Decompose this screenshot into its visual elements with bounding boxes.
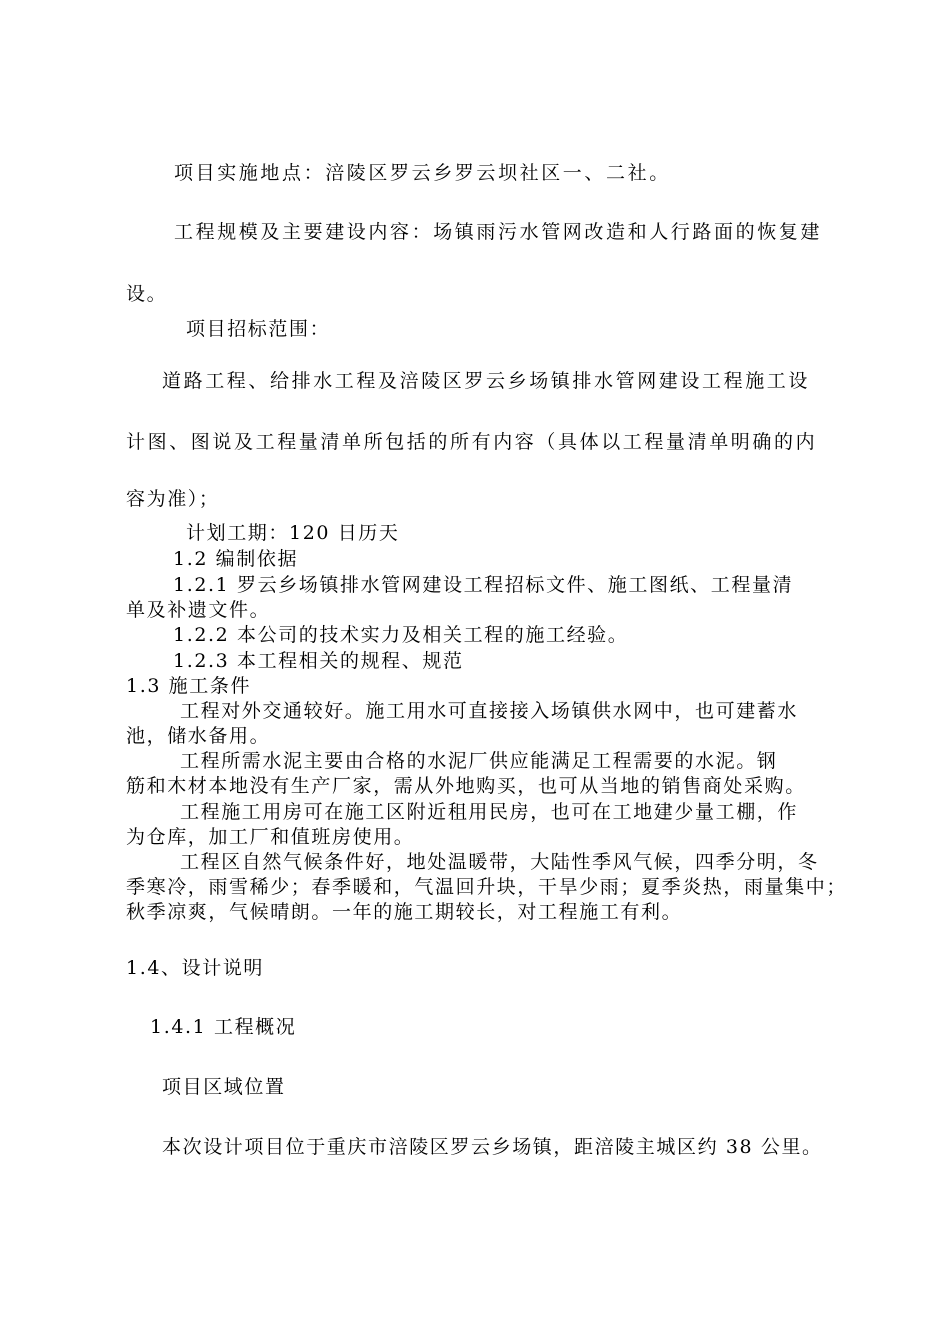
project-location-text: 本次设计项目位于重庆市涪陵区罗云乡场镇，距涪陵主城区约 38 公里。 <box>162 1136 823 1158</box>
condition-4-line-3: 秋季凉爽，气候晴朗。一年的施工期较长，对工程施工有利。 <box>126 901 683 923</box>
section-1-2-heading: 1.2 编制依据 <box>173 548 299 570</box>
condition-4-line-1: 工程区自然气候条件好，地处温暖带，大陆性季风气候，四季分明，冬 <box>180 851 819 873</box>
section-1-2-1-line-2: 单及补遗文件。 <box>126 599 271 621</box>
section-1-4-heading: 1.4、设计说明 <box>126 957 265 979</box>
condition-3-line-1: 工程施工用房可在施工区附近租用民房，也可在工地建少量工棚，作 <box>180 801 799 823</box>
condition-2-line-2: 筋和木材本地没有生产厂家，需从外地购买，也可从当地的销售商处采购。 <box>126 775 806 797</box>
project-site-line: 项目实施地点：涪陵区罗云乡罗云坝社区一、二社。 <box>174 162 671 184</box>
section-1-3-heading: 1.3 施工条件 <box>126 675 252 697</box>
condition-4-line-2: 季寒冷，雨雪稀少；春季暖和，气温回升块，干旱少雨；夏季炎热，雨量集中； <box>126 876 848 898</box>
project-area-heading: 项目区域位置 <box>162 1076 286 1098</box>
condition-1-line-1: 工程对外交通较好。施工用水可直接接入场镇供水网中，也可建蓄水 <box>180 700 799 722</box>
condition-1-line-2: 池，储水备用。 <box>126 725 271 747</box>
section-1-2-1-line-1: 1.2.1 罗云乡场镇排水管网建设工程招标文件、施工图纸、工程量清 <box>173 574 794 596</box>
project-scale-line-1: 工程规模及主要建设内容：场镇雨污水管网改造和人行路面的恢复建 <box>174 221 823 243</box>
condition-3-line-2: 为仓库，加工厂和值班房使用。 <box>126 826 415 848</box>
bid-scope-line-3: 容为准）； <box>126 488 220 510</box>
bid-scope-heading: 项目招标范围： <box>186 318 331 340</box>
section-1-2-2: 1.2.2 本公司的技术实力及相关工程的施工经验。 <box>173 624 629 646</box>
project-scale-line-2: 设。 <box>126 283 168 305</box>
construction-period: 计划工期：120 日历天 <box>186 522 400 544</box>
bid-scope-line-1: 道路工程、给排水工程及涪陵区罗云乡场镇排水管网建设工程施工设 <box>162 370 811 392</box>
section-1-4-1-heading: 1.4.1 工程概况 <box>150 1016 297 1038</box>
bid-scope-line-2: 计图、图说及工程量清单所包括的所有内容（具体以工程量清单明确的内 <box>126 431 818 453</box>
condition-2-line-1: 工程所需水泥主要由合格的水泥厂供应能满足工程需要的水泥。钢 <box>180 750 778 772</box>
section-1-2-3: 1.2.3 本工程相关的规程、规范 <box>173 650 464 672</box>
